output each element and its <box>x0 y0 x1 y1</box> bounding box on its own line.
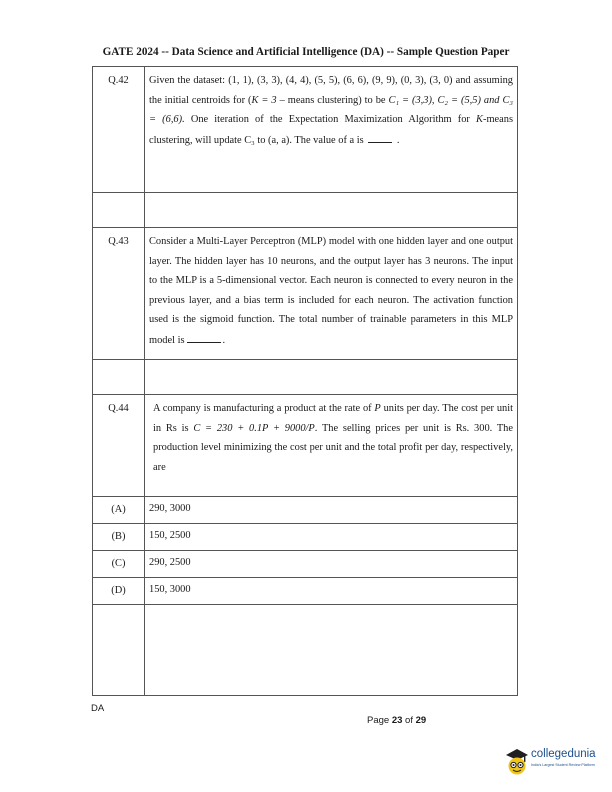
option-label: (D) <box>93 578 145 605</box>
question-row-43 <box>93 228 518 360</box>
answer-blank <box>368 130 392 143</box>
spacer-row <box>93 360 518 395</box>
question-number: Q.42 <box>93 67 145 193</box>
option-row-a <box>93 497 518 524</box>
question-table <box>92 66 518 696</box>
answer-blank <box>187 330 221 343</box>
option-row-d <box>93 578 518 605</box>
option-label: (C) <box>93 551 145 578</box>
graduate-mascot-icon <box>503 746 531 780</box>
option-row-c <box>93 551 518 578</box>
option-value: 150, 3000 <box>145 578 518 605</box>
footer-subject-code: DA <box>91 703 105 714</box>
option-value: 150, 2500 <box>145 524 518 551</box>
question-number: Q.43 <box>93 228 145 360</box>
question-text: Consider a Multi-Layer Perceptron (MLP) model with one hidden layer and one output layer. The hidden layer has 10 neurons, and the output layer has 3 neurons. The input to the MLP is a 5-dimensional vector. Each neuron is connected to every neuron in the previous layer, and a bias term is included for each neuron. The activation function used is the sigmoid function. The total number of trainable parameters in this MLP model is . <box>145 228 518 360</box>
question-number: Q.44 <box>93 395 145 497</box>
question-row-44 <box>93 395 518 497</box>
option-row-b <box>93 524 518 551</box>
collegedunia-logo <box>503 744 609 784</box>
option-value: 290, 2500 <box>145 551 518 578</box>
spacer-row <box>93 193 518 228</box>
option-value: 290, 3000 <box>145 497 518 524</box>
question-row-42 <box>93 67 518 193</box>
empty-row <box>93 605 518 696</box>
page-title: GATE 2024 -- Data Science and Artificial Intelligence (DA) -- Sample Question Paper <box>102 46 510 58</box>
page-number: Page 23 of 29 <box>367 715 427 726</box>
logo-tagline: India's Largest Student Review Platform <box>531 763 595 767</box>
logo-wordmark: collegedunia <box>531 748 596 760</box>
option-label: (B) <box>93 524 145 551</box>
question-text: Given the dataset: (1, 1), (3, 3), (4, 4), (5, 5), (6, 6), (9, 9), (0, 3), (3, 0) and assuming the initial centroids for (K = 3 – means clustering) to be C₁ = (3,3), C₂ = (5,5) and C₃ = (6,6). One iteration of the Expectation Maximization Algorithm for K-means clustering, will update C₃ to (a, a). The value of a is . <box>145 67 518 193</box>
option-label: (A) <box>93 497 145 524</box>
question-text: A company is manufacturing a product at the rate of P units per day. The cost per unit in Rs is C = 230 + 0.1P + 9000/P. The selling prices per unit is Rs. 300. The production level minimizing the cost per unit and the total profit per day, respectively, are <box>145 395 518 497</box>
